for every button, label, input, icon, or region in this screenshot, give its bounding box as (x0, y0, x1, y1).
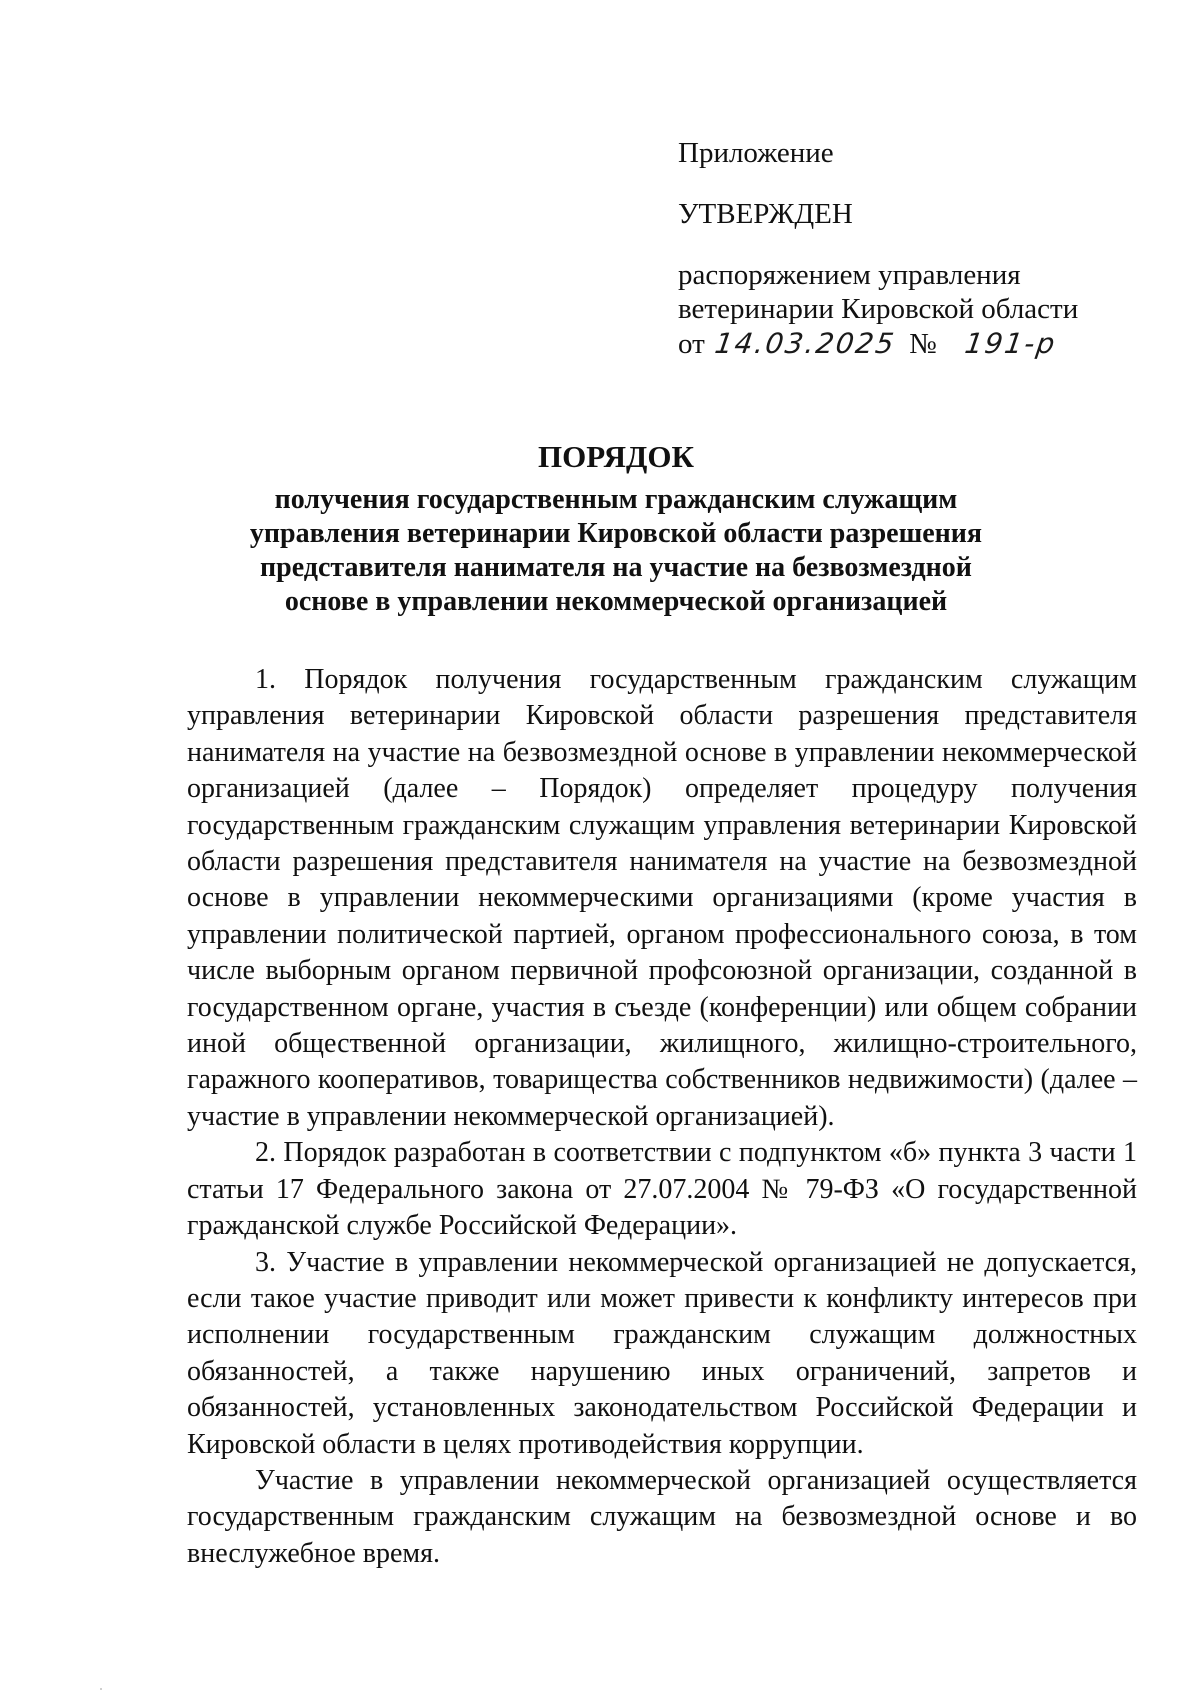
subtitle-line: управления ветеринарии Кировской области разрешения (249, 518, 983, 550)
order-line-1: распоряжением управления (678, 258, 1021, 291)
approval-block (678, 136, 1118, 362)
subtitle-line: представителя нанимателя на участие на безвозмездной (260, 552, 972, 584)
handwritten-number: 191-р (962, 327, 1059, 361)
order-line-2: ветеринарии Кировской области (678, 293, 1079, 326)
paragraph-1: 1. Порядок получения государственным гражданским служащим управления ветеринарии Кировской области разрешения представителя нанимателя на участие на безвозмездной основе в управлении некоммерческой организацией (далее – Порядок) определяет процедуру получения государственным гражданским служащим управления ветеринарии Кировской области разрешения представителя нанимателя на участие на безвозмездной основе в управлении некоммерческими организациями (кроме участия в управлении политической партией, органом профессионального союза, в том числе выборным органом первичной профсоюзной организации, созданной в государственном органе, участия в съезде (конференции) или общем собрании иной общественной организации, жилищного, жилищно-строительного, гаражного кооперативов, товарищества собственников недвижимости) (далее – участие в управлении некоммерческой организацией). (187, 664, 1137, 1132)
document-title: ПОРЯДОК (538, 439, 694, 474)
paragraph-2: 2. Порядок разработан в соответствии с подпунктом «б» пункта 3 части 1 статьи 17 Федерального закона от 27.07.2004 № 79-ФЗ «О государственной гражданской службе Российской Федерации». (187, 1137, 1137, 1242)
subtitle-line: основе в управлении некоммерческой организацией (284, 586, 948, 618)
document-body (187, 662, 1137, 1572)
subtitle-line: получения государственным гражданским служащим (274, 484, 958, 516)
order-date-line (678, 327, 1118, 362)
date-prefix: от (678, 328, 705, 361)
handwritten-date: 14.03.2025 (712, 327, 898, 361)
scan-artifact (100, 1688, 102, 1690)
number-sign: № (909, 328, 937, 361)
document-subtitle (160, 483, 1072, 619)
paragraph-3: 3. Участие в управлении некоммерческой организацией не допускается, если такое участие приводит или может привести к конфликту интересов при исполнении государственным гражданским служащим должностных обязанностей, а также нарушению иных ограничений, запретов и обязанностей, установленных законодательством Российской Федерации и Кировской области в целях противодействия коррупции. (187, 1246, 1137, 1460)
appendix-label: Приложение (678, 137, 834, 169)
paragraph-4: Участие в управлении некоммерческой организацией осуществляется государственным гражданским служащим на безвозмездной основе и во внеслужебное время. (187, 1464, 1137, 1569)
approved-label: УТВЕРЖДЕН (678, 197, 853, 230)
document-title-block (160, 438, 1072, 619)
